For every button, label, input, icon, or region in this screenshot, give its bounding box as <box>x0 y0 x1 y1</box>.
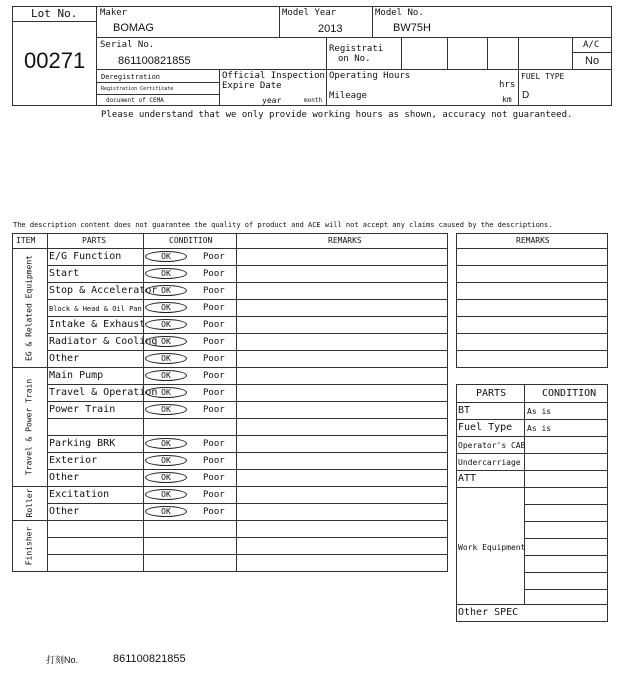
condition-poor-option[interactable]: Poor <box>203 456 225 466</box>
condition-poor-option[interactable]: Poor <box>203 490 225 500</box>
remarks-row-divider <box>456 299 608 300</box>
condition-ok-marked[interactable]: OK <box>145 370 187 381</box>
condition-row-divider <box>524 521 608 522</box>
table-row <box>47 520 448 537</box>
right-part-name: BT <box>458 405 471 416</box>
table-row <box>47 418 448 435</box>
table-row <box>47 265 448 282</box>
remarks-table-frame <box>456 233 608 368</box>
condition-ok-marked[interactable]: OK <box>145 438 187 449</box>
condition-row-divider <box>524 504 608 505</box>
registration-label-1: Registrati <box>329 44 384 54</box>
parts-row-divider <box>456 453 608 454</box>
right-part-condition: As is <box>527 424 552 433</box>
condition-poor-option[interactable]: Poor <box>203 473 225 483</box>
condition-row-divider <box>524 538 608 539</box>
condition-poor-option[interactable]: Poor <box>203 405 225 415</box>
km-label: km <box>502 95 512 104</box>
parts-row-divider <box>456 436 608 437</box>
condition-poor-option[interactable]: Poor <box>203 303 225 313</box>
stamp-label: 打刻No. <box>46 655 79 665</box>
operating-hours-label: Operating Hours <box>329 71 411 81</box>
hrs-label: hrs <box>499 80 516 90</box>
right-part-condition: As is <box>527 407 552 416</box>
condition-poor-option[interactable]: Poor <box>203 507 225 517</box>
condition-ok-marked[interactable]: OK <box>145 404 187 415</box>
column-header-item: ITEM <box>16 236 36 245</box>
table-row <box>47 503 448 520</box>
remarks-row-divider <box>456 333 608 334</box>
stamp-value: 861100821855 <box>113 653 186 665</box>
section-label: EG & Related Equipment <box>24 254 34 361</box>
condition-row-divider <box>524 589 608 590</box>
parts-header: PARTS <box>476 388 507 399</box>
right-part-name: Fuel Type <box>458 422 513 433</box>
ac-value: No <box>585 55 600 67</box>
model-no-label: Model No. <box>375 8 424 18</box>
right-part-name: ATT <box>458 473 477 484</box>
section-label: Travel & Power Train <box>24 378 34 475</box>
condition-ok-marked[interactable]: OK <box>145 489 187 500</box>
remarks-row-divider <box>456 265 608 266</box>
condition-ok-marked[interactable]: OK <box>145 353 187 364</box>
part-name: Block & Head & Oil Pan <box>49 305 142 313</box>
parts-header-divider <box>456 402 608 403</box>
condition-ok-marked[interactable]: OK <box>145 302 187 313</box>
part-name: Intake & Exhaust <box>49 319 146 330</box>
month-label: month <box>304 97 323 104</box>
table-row <box>47 367 448 384</box>
part-name: Exterior <box>49 455 98 466</box>
registration-certificate-label: Registration Certificate <box>101 86 174 92</box>
part-name: Power Train <box>49 404 116 415</box>
registration-label-2: on No. <box>338 54 371 64</box>
part-name: Main Pump <box>49 370 104 381</box>
condition-poor-option[interactable]: Poor <box>203 354 225 364</box>
document-of-cema-label: document of CEMA <box>106 97 164 104</box>
table-row <box>47 537 448 554</box>
maker-value: BOMAG <box>113 22 154 34</box>
part-name: Parking BRK <box>49 438 116 449</box>
table-row <box>47 452 448 469</box>
parts-column-divider <box>524 384 525 604</box>
part-name: Other <box>49 472 80 483</box>
condition-ok-marked[interactable]: OK <box>145 268 187 279</box>
condition-poor-option[interactable]: Poor <box>203 388 225 398</box>
condition-ok-marked[interactable]: OK <box>145 336 187 347</box>
part-name: Stop & Accelerator <box>49 285 158 296</box>
part-name: Start <box>49 268 80 279</box>
notice-text: Please understand that we only provide working hours as shown, accuracy not guaranteed. <box>101 110 573 120</box>
mileage-label: Mileage <box>329 91 367 101</box>
condition-ok-marked[interactable]: OK <box>145 251 187 262</box>
fuel-type-value: D <box>522 90 530 101</box>
model-year-value: 2013 <box>318 23 343 35</box>
condition-poor-option[interactable]: Poor <box>203 269 225 279</box>
part-name: Radiator & Cooling <box>49 336 158 347</box>
condition-poor-option[interactable]: Poor <box>203 320 225 330</box>
condition-ok-marked[interactable]: OK <box>145 472 187 483</box>
condition-ok-marked[interactable]: OK <box>145 506 187 517</box>
deregistration-label: Deregistration <box>101 73 161 81</box>
model-no-value: BW75H <box>393 22 431 34</box>
part-name: Other <box>49 353 80 364</box>
condition-ok-marked[interactable]: OK <box>145 455 187 466</box>
model-year-label: Model Year <box>282 8 337 18</box>
disclaimer-text: The description content does not guarantee the quality of product and ACE will not accept any claims caused by the descriptions. <box>13 221 553 229</box>
condition-ok-marked[interactable]: OK <box>145 387 187 398</box>
column-header-parts: PARTS <box>82 236 107 245</box>
condition-poor-option[interactable]: Poor <box>203 439 225 449</box>
condition-poor-option[interactable]: Poor <box>203 252 225 262</box>
remarks-row-divider <box>456 248 608 249</box>
part-name: E/G Function <box>49 251 122 262</box>
remarks-header: REMARKS <box>516 236 550 245</box>
ac-label: A/C <box>583 40 600 50</box>
parts-row-divider <box>456 470 608 471</box>
lot-no: 00271 <box>24 48 86 73</box>
table-row <box>47 350 448 367</box>
serial-no-value: 861100821855 <box>118 55 191 67</box>
inspection-label-2: Expire Date <box>222 81 282 91</box>
remarks-row-divider <box>456 282 608 283</box>
column-header-remarks: REMARKS <box>328 236 362 245</box>
parts-row-divider <box>456 419 608 420</box>
condition-ok-marked[interactable]: OK <box>145 285 187 296</box>
part-name: Excitation <box>49 489 110 500</box>
maker-label: Maker <box>100 8 128 18</box>
remarks-row-divider <box>456 350 608 351</box>
table-row <box>47 469 448 486</box>
serial-no-label: Serial No. <box>100 40 155 50</box>
table-row <box>47 554 448 571</box>
other-spec-label: Other SPEC <box>458 607 519 618</box>
inspection-label-1: Official Inspection <box>222 71 325 81</box>
right-part-name: Undercarriage <box>458 458 521 467</box>
lot-no-label: Lot No. <box>31 7 78 20</box>
condition-row-divider <box>524 572 608 573</box>
other-spec-divider <box>456 604 608 605</box>
section-label: Roller <box>24 488 34 518</box>
fuel-type-label: FUEL TYPE <box>521 72 565 81</box>
condition-poor-option[interactable]: Poor <box>203 286 225 296</box>
part-name: Other <box>49 506 80 517</box>
part-name: Travel & Operation <box>49 387 158 398</box>
year-label: year <box>262 96 282 105</box>
condition-ok-marked[interactable]: OK <box>145 319 187 330</box>
column-header-condition: CONDITION <box>169 236 213 245</box>
right-part-name: Operator's CAB <box>458 441 526 450</box>
section-label: Finisher <box>24 526 34 565</box>
condition-poor-option[interactable]: Poor <box>203 371 225 381</box>
condition-poor-option[interactable]: Poor <box>203 337 225 347</box>
parts-row-divider <box>456 487 608 488</box>
remarks-row-divider <box>456 316 608 317</box>
work-equipment-label: Work Equipment <box>458 543 526 552</box>
condition-header: CONDITION <box>542 388 597 399</box>
condition-row-divider <box>524 555 608 556</box>
